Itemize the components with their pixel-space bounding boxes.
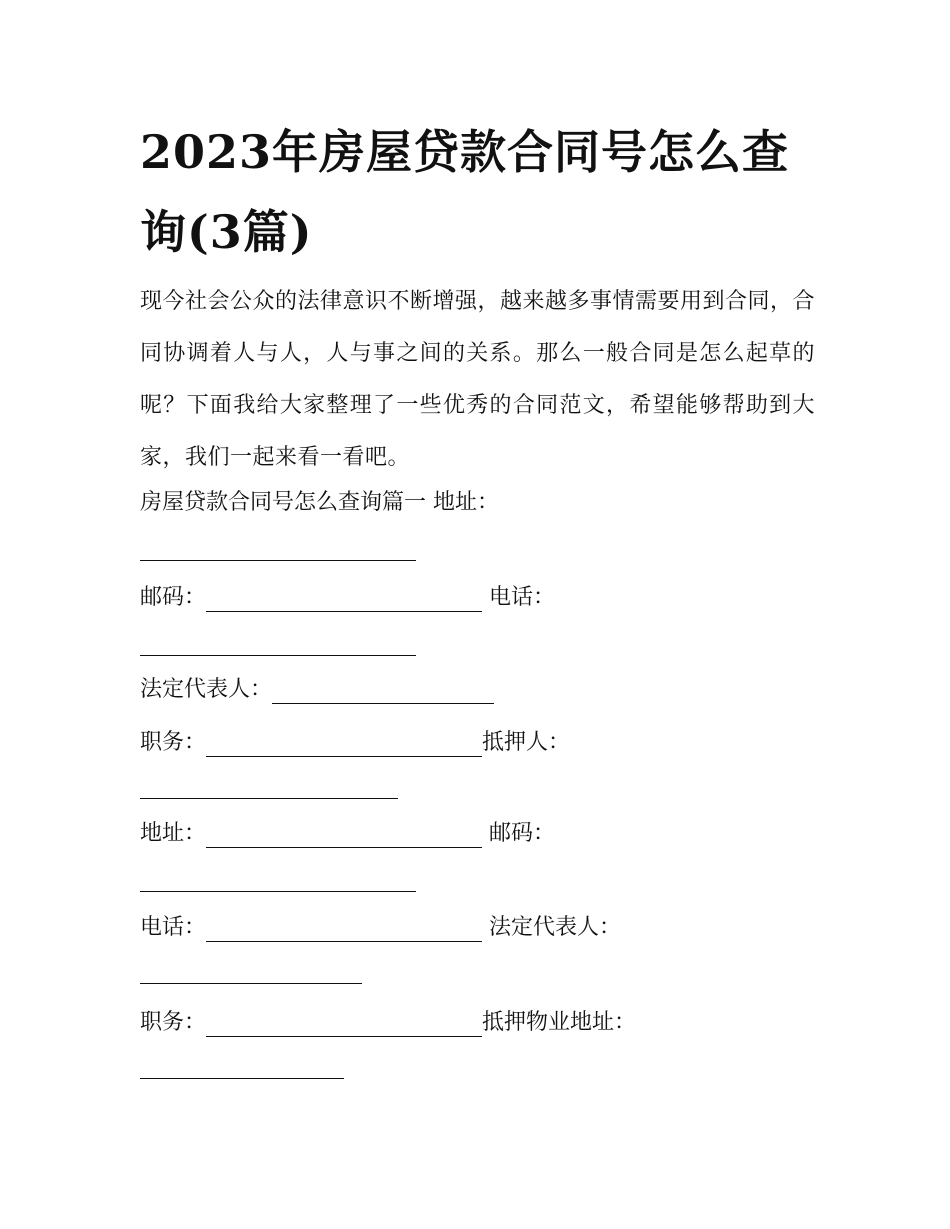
legal-rep-blank-1 bbox=[272, 675, 494, 704]
phone-legal-rep-line-2 bbox=[140, 908, 621, 948]
property-address-blank bbox=[140, 1050, 344, 1079]
mortgagor-blank bbox=[140, 770, 398, 799]
section-heading-line bbox=[140, 483, 499, 523]
legal-rep-label-2: 法定代表人： bbox=[489, 915, 622, 940]
position-mortgagor-line bbox=[140, 723, 570, 763]
postcode-label-1: 邮码： bbox=[140, 585, 207, 610]
phone-blank-line-1 bbox=[140, 622, 416, 662]
phone-label-1: 电话： bbox=[489, 585, 556, 610]
phone-blank-2 bbox=[206, 913, 482, 942]
legal-rep-blank-2 bbox=[140, 955, 362, 984]
position-label-2: 职务： bbox=[140, 1010, 207, 1035]
position-blank-1 bbox=[206, 728, 482, 757]
property-address-blank-line bbox=[140, 1045, 344, 1085]
address-blank-line bbox=[140, 527, 416, 567]
postcode-blank-1 bbox=[206, 583, 482, 612]
document-title: 2023年房屋贷款合同号怎么查询(3篇) bbox=[140, 125, 790, 259]
phone-label-2: 电话： bbox=[140, 915, 207, 940]
postcode-blank-line-2 bbox=[140, 858, 416, 898]
phone-blank-1 bbox=[140, 627, 416, 656]
property-address-label: 抵押物业地址： bbox=[482, 1010, 637, 1035]
legal-rep-line-1 bbox=[140, 670, 494, 710]
postcode-label-2: 邮码： bbox=[489, 821, 556, 846]
address-blank bbox=[140, 532, 416, 561]
address-label-2: 地址： bbox=[140, 821, 207, 846]
address-blank-2 bbox=[206, 819, 482, 848]
address-postcode-line-2 bbox=[140, 814, 555, 854]
legal-rep-blank-line-2 bbox=[140, 950, 362, 990]
legal-rep-label-1: 法定代表人： bbox=[140, 677, 273, 702]
position-label-1: 职务： bbox=[140, 730, 207, 755]
intro-paragraph: 现今社会公众的法律意识不断增强，越来越多事情需要用到合同，合同协调着人与人，人与事之间的关系。那么一般合同是怎么起草的呢？下面我给大家整理了一些优秀的合同范文，希望能够帮助到大家，我们一起来看一看吧。 bbox=[140, 289, 816, 470]
postcode-phone-line-1 bbox=[140, 578, 555, 618]
postcode-blank-2 bbox=[140, 863, 416, 892]
position-property-line bbox=[140, 1003, 636, 1043]
mortgagor-label: 抵押人： bbox=[482, 730, 571, 755]
mortgagor-blank-line bbox=[140, 765, 398, 805]
section-heading: 房屋贷款合同号怎么查询篇一 地址： bbox=[140, 490, 499, 515]
position-blank-2 bbox=[206, 1008, 482, 1037]
